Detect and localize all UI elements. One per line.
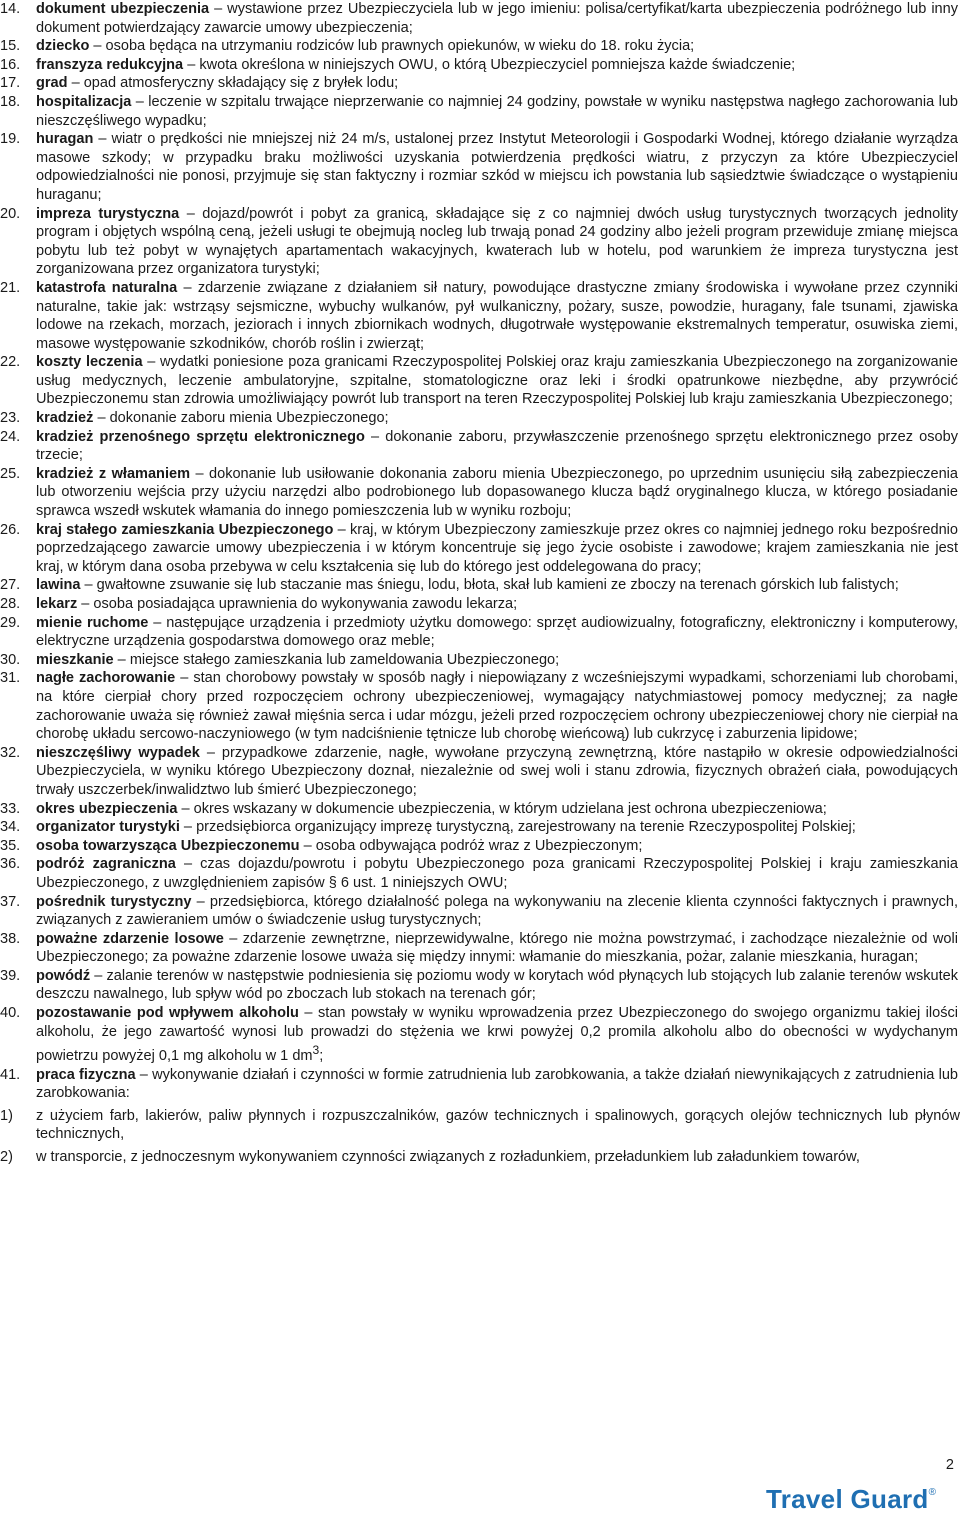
definition-text: – opad atmosferyczny składający się z bryłek lodu; <box>67 75 399 92</box>
sub-list-number: 2) <box>0 1149 13 1166</box>
definition-term: huragan <box>36 131 94 148</box>
definition-term: nieszczęśliwy wypadek <box>36 744 200 761</box>
definition-term: dziecko <box>36 38 90 55</box>
sub-list-number: 1) <box>0 1107 13 1124</box>
definition-entry <box>0 465 960 521</box>
definition-number: 14. <box>0 1 21 17</box>
definition-number: 36. <box>0 856 21 873</box>
definition-entry <box>0 56 960 75</box>
definition-number: 31. <box>0 670 21 687</box>
definition-term: franszyza redukcyjna <box>36 56 184 73</box>
definition-number: 16. <box>0 56 21 73</box>
definition-text: – wykonywanie działań i czynności w formie zatrudnienia lub zarobkowania, a także działań niewynikających z zatrudnienia lub zarobkowania: <box>36 1066 958 1102</box>
definition-entry <box>0 595 960 614</box>
definition-number: 30. <box>0 651 21 668</box>
definition-text: – wystawione przez Ubezpieczyciela lub w jego imieniu: polisa/certyfikat/karta ubezpieczenia podróżnego lub inny dokument potwierdzający zawarcie umowy ubezpieczenia; <box>36 1 958 36</box>
definition-term: hospitalizacja <box>36 93 132 110</box>
definition-text: – wydatki poniesione poza granicami Rzeczypospolitej Polskiej oraz kraju zamieszkania Ubezpieczonego na zorganizowanie usług medycznych, leczenie ambulatoryjne, szpitalne, stomatologiczne oraz leki i środki opatrunkowe niezbędne, aby przywrócić Ubezpieczonemu stan zdrowia umożliwiający powrót lub transport na teren Rzeczypospolitej Polskiej lub kraju zamieszkania Ubezpieczonego; <box>36 354 958 408</box>
definition-number: 28. <box>0 596 21 612</box>
definition-number: 15. <box>0 38 21 55</box>
definition-term: praca fizyczna <box>36 1066 136 1083</box>
superscript: 3 <box>312 1043 320 1058</box>
page-number: 2 <box>945 1457 954 1473</box>
definition-number: 26. <box>0 521 21 538</box>
definition-text: – zdarzenie związane z działaniem sił natury, powodujące drastyczne zmiany środowiska i wywołane przez czynniki naturalne, takie jak: wstrząsy sejsmiczne, wybuchy wulkanów, pył wulkaniczny, pożary, susze, powodzie, huragany, fale tsunami, zjawiska lodowe na rzekach, morzach, jeziorach i innych zbiornikach wodnych, długotrwałe występowanie ekstremalnych temperatur, osuwiska ziemi, masowe występowanie szkodników, chorób roślin i zwierząt; <box>36 279 958 352</box>
definition-text: – gwałtowne zsuwanie się lub staczanie mas śniegu, lodu, błota, skał lub kamieni ze zboczy na terenach górskich lub falistych; <box>80 577 899 594</box>
definition-number: 19. <box>0 131 21 148</box>
definition-number: 29. <box>0 614 21 631</box>
definition-number: 38. <box>0 930 21 947</box>
definition-text: – osoba posiadająca uprawnienia do wykonywania zawodu lekarza; <box>77 596 518 612</box>
definition-entry <box>0 837 960 856</box>
definition-entry <box>0 893 960 930</box>
definition-entry <box>0 576 960 595</box>
definition-text: – leczenie w szpitalu trwające nieprzerwanie co najmniej 24 godziny, powstałe w wyniku następstwa nagłego zachorowania lub nieszczęśliwego wypadku; <box>36 93 958 129</box>
definition-text: – wiatr o prędkości nie mniejszej niż 24 m/s, ustalonej przez Instytut Meteorologii i Gospodarki Wodnej, którego działanie wyrządza masowe szkody; w przypadku braku możliwości uzyskania potwierdzenia prędkości wiatru, z przyczyn za które Ubezpieczyciel odpowiedzialności nie ponosi, przyjmuje się stan faktyczny i rozmiar szkód w miejscu ich powstania lub sąsiedztwie świadczące o wystąpieniu huraganu; <box>36 131 958 203</box>
definition-number: 34. <box>0 819 21 836</box>
definition-entry <box>0 37 960 56</box>
definition-text: – zalanie terenów w następstwie podniesienia się poziomu wody w korytach wód płynących lub stojących lub zalanie terenów wskutek deszczu nawalnego, lub spływ wód po zboczach lub stokach na terenach gór; <box>36 967 958 1003</box>
definition-term: pozostawanie pod wpływem alkoholu <box>36 1005 299 1022</box>
definition-term: dokument ubezpieczenia <box>36 1 210 17</box>
definition-entry <box>0 130 960 204</box>
definition-term: koszty leczenia <box>36 354 143 371</box>
definition-number: 21. <box>0 279 21 296</box>
definition-entry <box>0 279 960 353</box>
definition-entry <box>0 669 960 743</box>
definition-entry <box>0 93 960 130</box>
definition-text: – czas dojazdu/powrotu i pobytu Ubezpieczonego poza granicami Rzeczypospolitej Polskiej i kraju zamieszkania Ubezpieczonego, z uwzględnieniem zapisów § 6 ust. 1 niniejszych OWU; <box>36 856 958 891</box>
definition-number: 40. <box>0 1005 21 1022</box>
definition-term: pośrednik turystyczny <box>36 893 192 910</box>
registered-mark: ® <box>928 1487 937 1499</box>
definition-number: 41. <box>0 1066 21 1083</box>
sub-list-item <box>0 1148 960 1167</box>
definition-text: – dokonanie lub usiłowanie dokonania zaboru mienia Ubezpieczonego, po uprzednim usunięciu siłą zabezpieczenia lub otworzeniu wejścia przy użyciu narzędzi albo podrobionego lub dopasowanego klucza bądź oryginalnego klucza, w którego posiadanie sprawca wszedł wskutek włamania do innego pomieszczenia lub w wyniku rozboju; <box>36 465 959 520</box>
definition-term: kradzież <box>36 410 94 427</box>
definition-entry <box>0 521 960 577</box>
definition-text: – okres wskazany w dokumencie ubezpieczenia, w którym udzielana jest ochrona ubezpieczeniowa; <box>177 800 827 817</box>
definition-term: mieszkanie <box>36 651 114 668</box>
sub-list-text: w transporcie, z jednoczesnym wykonywaniem czynności związanych z rozładunkiem, przeładunkiem lub załadunkiem towarów, <box>36 1149 860 1166</box>
definition-text-end: ; <box>319 1048 324 1065</box>
definition-entry <box>0 855 960 892</box>
definition-number: 23. <box>0 410 21 427</box>
definition-text: – stan chorobowy powstały w sposób nagły i niepowiązany z wcześniejszymi wypadkami, schorzeniami lub chorobami, na które cierpiał chory przed rozpoczęciem ochrony ubezpieczeniowej, wymagający natychmiastowej pomocy medycznej; za nagłe zachorowanie uważa się również zawał mięśnia serca i udar mózgu, jeżeli przed rozpoczęciem ochrony ubezpieczeniowej chory nie cierpiał na chorobę układu sercowo-naczyniowego (w tym nadciśnienie tętnicze lub chorobę wieńcową) lub cukrzycę i zaburzenia lipidowe; <box>36 670 958 743</box>
travel-guard-logo <box>766 1484 936 1515</box>
definition-number: 18. <box>0 93 21 110</box>
definition-entry <box>0 800 960 819</box>
definition-text: – dokonanie zaboru, przywłaszczenie przenośnego sprzętu elektronicznego przez osoby trzecie; <box>36 428 958 464</box>
definition-entry <box>0 428 960 465</box>
definition-text: – kwota określona w niniejszych OWU, o którą Ubezpieczyciel pomniejsza każde świadczenie; <box>183 56 796 73</box>
definition-text: – dokonanie zaboru mienia Ubezpieczonego; <box>93 410 389 427</box>
definition-term: okres ubezpieczenia <box>36 800 178 817</box>
definition-term: lawina <box>36 577 81 594</box>
definition-text: – osoba będąca na utrzymaniu rodziców lub prawnych opiekunów, w wieku do 18. roku życia; <box>89 38 695 55</box>
definition-number: 20. <box>0 205 21 222</box>
definition-entry <box>0 1066 960 1103</box>
definition-number: 24. <box>0 428 21 445</box>
definition-text: – dojazd/powrót i pobyt za granicą, składające się z co najmniej dwóch usług turystycznych tworzących jednolity program i objętych wspólną ceną, jeżeli usługi te obejmują nocleg lub trwają ponad 24 godziny albo jeżeli program przewiduje zmianę miejsca pobytu lub też pobyt w wynajętych apartamentach wakacyjnych, kwaterach lub w hotelu, pod warunkiem że impreza turystyczna jest zorganizowana przez organizatora turystyki; <box>36 205 958 278</box>
definition-entry <box>0 74 960 93</box>
definition-text: – przypadkowe zdarzenie, nagłe, wywołane przyczyną zewnętrzną, które nastąpiło w okresie odpowiedzialności Ubezpieczyciela, w wyniku którego Ubezpieczony doznał, niezależnie od swej woli i stanu zdrowia, fizycznych obrażeń ciała, powodujących trwały uszczerbek/inwalidztwo lub śmierć Ubezpieczonego; <box>36 744 958 798</box>
definition-entry <box>0 205 960 279</box>
definition-term: grad <box>36 75 68 92</box>
definition-entry <box>0 818 960 837</box>
definition-term: mienie ruchome <box>36 614 149 631</box>
definition-entry <box>0 651 960 670</box>
sub-list-text: z użyciem farb, lakierów, paliw płynnych i rozpuszczalników, gazów technicznych i spalinowych, gorących olejów technicznych lub płynów technicznych, <box>36 1107 960 1143</box>
definition-text: – przedsiębiorca, którego działalność polega na wykonywaniu na zlecenie klienta czynności faktycznych i prawnych, związanych z zawieraniem umów o świadczenie usług turystycznych; <box>36 893 958 929</box>
definition-text: – następujące urządzenia i przedmioty użytku domowego: sprzęt audiowizualny, fotograficzny, elektroniczny i komputerowy, elektryczne urządzenia gospodarstwa domowego oraz meble; <box>36 614 958 650</box>
definition-text: – kraj, w którym Ubezpieczony zamieszkuje przez okres co najmniej jednego roku bezpośrednio poprzedzającego zawarcie umowy ubezpieczenia i w którym koncentruje się jego życie osobiste i zawodowe; krajem zamieszkania nie jest kraj, w którym dana osoba przebywa w celu kształcenia się lub do którego jest oddelegowana do pracy; <box>36 521 958 575</box>
definition-entry <box>0 0 960 37</box>
definition-number: 35. <box>0 837 21 854</box>
definition-number: 39. <box>0 967 21 984</box>
definition-entry <box>0 614 960 651</box>
definition-term: impreza turystyczna <box>36 205 180 222</box>
definition-entry <box>0 409 960 428</box>
definition-text: – zdarzenie zewnętrzne, nieprzewidywalne, którego nie można powstrzymać, i zachodzące niezależnie od woli Ubezpieczonego; za poważne zdarzenie losowe uważa się między innymi: włamanie do mieszkania, pożar, zalanie mieszkania, huragan; <box>36 930 958 966</box>
definition-number: 33. <box>0 800 21 817</box>
definition-text: – miejsce stałego zamieszkania lub zameldowania Ubezpieczonego; <box>113 651 560 668</box>
definition-text: – stan powstały w wyniku wprowadzenia przez Ubezpieczonego do swojego organizmu takiej ilości alkoholu, że jego zawartość wynosi lub prowadzi do stężenia we krwi powyżej 0,2 promila alkoholu albo do obecności w wydychanym powietrzu powyżej 0,1 mg alkoholu w 1 dm <box>36 1005 959 1065</box>
definition-term: kradzież z włamaniem <box>36 465 191 482</box>
definition-text: – osoba odbywająca podróż wraz z Ubezpieczonym; <box>299 837 643 854</box>
definition-term: powódź <box>36 967 91 984</box>
definition-number: 37. <box>0 893 21 910</box>
definition-number: 25. <box>0 465 21 482</box>
sub-list-item <box>0 1107 960 1144</box>
definition-entry <box>0 1004 960 1066</box>
definition-number: 17. <box>0 75 21 92</box>
logo-text: Travel Guard <box>766 1484 929 1514</box>
definition-number: 32. <box>0 744 21 761</box>
definition-term: katastrofa naturalna <box>36 279 178 296</box>
definition-term: podróż zagraniczna <box>36 856 176 873</box>
definition-term: osoba towarzysząca Ubezpieczonemu <box>36 837 300 854</box>
definition-term: organizator turystyki <box>36 819 180 836</box>
definition-term: poważne zdarzenie losowe <box>36 930 224 947</box>
definition-entry <box>0 744 960 800</box>
definition-term: kradzież przenośnego sprzętu elektronicznego <box>36 428 365 445</box>
definition-term: lekarz <box>36 596 78 612</box>
definition-text: – przedsiębiorca organizujący imprezę turystyczną, zarejestrowany na terenie Rzeczypospolitej Polskiej; <box>179 819 856 836</box>
definition-entry <box>0 967 960 1004</box>
definition-number: 22. <box>0 354 21 371</box>
definition-entry <box>0 930 960 967</box>
definition-number: 27. <box>0 577 21 594</box>
definition-term: kraj stałego zamieszkania Ubezpieczonego <box>36 521 334 538</box>
definition-entry <box>0 353 960 409</box>
definition-term: nagłe zachorowanie <box>36 670 176 687</box>
